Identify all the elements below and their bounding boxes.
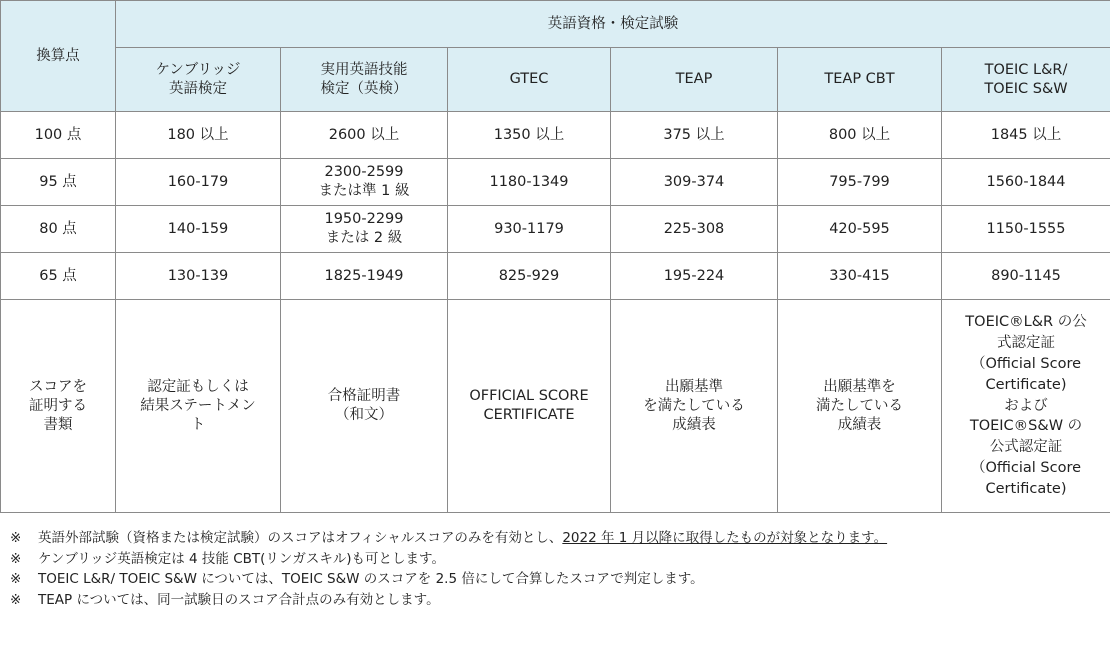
table-cell: 1150-1555 [942,206,1110,253]
note-mark: ※ [10,550,22,567]
note-mark: ※ [10,530,22,546]
table-cell: 330-415 [778,253,942,300]
column-header-teap: TEAP [611,48,778,112]
footnote [0,528,1110,549]
footnote [0,590,1110,611]
footnote [0,549,1110,570]
table-cell: 1560-1844 [942,159,1110,206]
group-header: 英語資格・検定試験 [116,1,1110,48]
table-cell: 1825-1949 [281,253,448,300]
table-cell: 890-1145 [942,253,1110,300]
table-cell: 1950-2299 または 2 級 [281,206,448,253]
table-cell: 140-159 [116,206,281,253]
table-row [1,112,1110,159]
header-row-columns [1,48,1110,112]
document-row-label: スコアを 証明する 書類 [1,300,116,513]
table-cell: 1845 以上 [942,112,1110,159]
footnote-text: TOEIC L&R/ TOEIC S&W については、TOEIC S&W のスコアを 2.5 倍にして合算したスコアで判定します。 [38,571,704,587]
table-row [1,253,1110,300]
footnote [0,569,1110,590]
column-header-toeic: TOEIC L&R/ TOEIC S&W [942,48,1110,112]
table-cell: 130-139 [116,253,281,300]
table-cell: 195-224 [611,253,778,300]
document-cell-cambridge: 認定証もしくは 結果ステートメン ト [116,300,281,513]
header-row-group [1,1,1110,48]
table-cell: 1350 以上 [448,112,611,159]
table-cell: 2600 以上 [281,112,448,159]
document-row [1,300,1110,513]
score-cell: 80 点 [1,206,116,253]
score-cell: 95 点 [1,159,116,206]
table-cell: 420-595 [778,206,942,253]
table-cell: 375 以上 [611,112,778,159]
footnotes [0,528,1110,610]
document-cell-gtec: OFFICIAL SCORE CERTIFICATE [448,300,611,513]
document-cell-eiken: 合格証明書 （和文） [281,300,448,513]
column-header-teap-cbt: TEAP CBT [778,48,942,112]
table-cell: 2300-2599 または準 1 級 [281,159,448,206]
column-header-gtec: GTEC [448,48,611,112]
table-cell: 1180-1349 [448,159,611,206]
document-cell-teap: 出願基準 を満たしている 成績表 [611,300,778,513]
note-mark: ※ [10,571,22,587]
table-cell: 180 以上 [116,112,281,159]
table-cell: 160-179 [116,159,281,206]
footnote-text: TEAP については、同一試験日のスコア合計点のみ有効とします。 [38,591,440,608]
score-cell: 100 点 [1,112,116,159]
table-cell: 930-1179 [448,206,611,253]
footnote-plain-text: 英語外部試験（資格または検定試験）のスコアはオフィシャルスコアのみを有効とし、 [38,530,563,546]
table-cell: 800 以上 [778,112,942,159]
table-cell: 795-799 [778,159,942,206]
table-row [1,206,1110,253]
footnote-underlined-text: 2022 年 1 月以降に取得したものが対象となります。 [562,530,888,546]
column-header-cambridge: ケンブリッジ 英語検定 [116,48,281,112]
score-cell: 65 点 [1,253,116,300]
footnote-text [38,528,1110,549]
note-mark: ※ [10,591,22,608]
table-cell: 309-374 [611,159,778,206]
document-cell-toeic: TOEIC®L&R の公 式認定証 （Official Score Certificate) および TOEIC®S&W の 公式認定証 （Official Score Certificate) [942,300,1110,513]
corner-header: 換算点 [1,1,116,112]
table-cell: 225-308 [611,206,778,253]
column-header-eiken: 実用英語技能 検定（英検） [281,48,448,112]
footnote-text: ケンブリッジ英語検定は 4 技能 CBT(リンガスキル)も可とします。 [38,550,445,567]
table-cell: 825-929 [448,253,611,300]
document-cell-teap-cbt: 出願基準を 満たしている 成績表 [778,300,942,513]
table-row [1,159,1110,206]
